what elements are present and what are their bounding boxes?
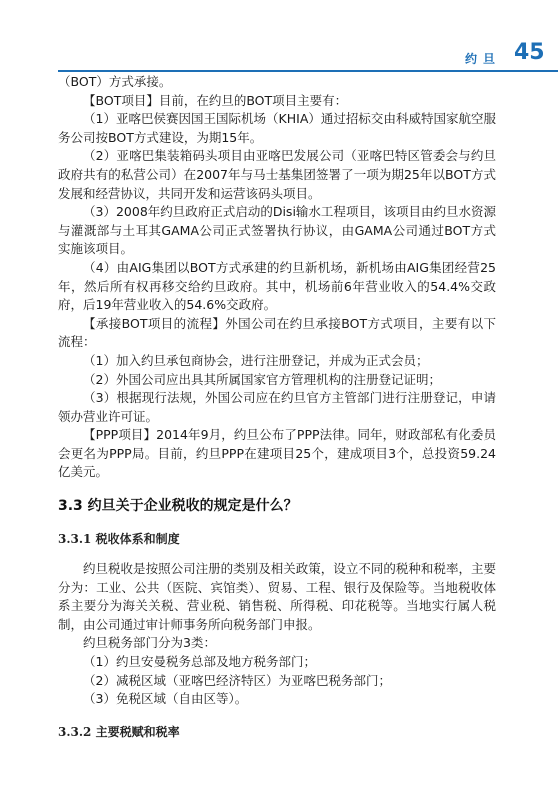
subsection-heading-3-3-2: 3.3.2 主要税赋和税率: [58, 724, 180, 739]
paragraph-bot-item-2: （2）亚喀巴集装箱码头项目由亚喀巴发展公司（亚喀巴特区管委会与约旦政府共有的私营公司）在2007年与马士基集团签署了一项为期25年以BOT方式发展和经营协议，共同开发和运营该码头项目。: [58, 148, 496, 201]
paragraph-tax-departments: 约旦税务部门分为3类：: [83, 635, 216, 651]
paragraph-process-step-2: （2）外国公司应出具其所属国家官方管理机构的注册登记证明；: [83, 371, 441, 387]
paragraph-process-step-3: （3）根据现行法规，外国公司应在约旦官方主管部门进行注册登记，申请领办营业许可证。: [58, 390, 496, 424]
header-rule: [58, 70, 558, 72]
paragraph-tax-dept-1: （1）约旦安曼税务总部及地方税务部门；: [83, 654, 316, 670]
paragraph-process-step-1: （1）加入约旦承包商协会，进行注册登记，并成为正式会员；: [83, 352, 429, 368]
paragraph-bot-projects: 【BOT项目】目前，在约旦的BOT项目主要有：: [83, 92, 348, 108]
page-body: [58, 73, 496, 753]
section-heading-3-3: 3.3 约旦关于企业税收的规定是什么？: [58, 498, 298, 515]
paragraph-tax-dept-2: （2）减税区域（亚喀巴经济特区）为亚喀巴税务部门；: [83, 672, 391, 688]
paragraph-ppp-projects: 【PPP项目】2014年9月，约旦公布了PPP法律。同年，财政部私有化委员会更名为PPP局。目前，约旦PPP在建项目25个，建成项目3个，总投资59.24亿美元。: [58, 427, 496, 480]
paragraph-tax-system: 约旦税收是按照公司注册的类别及相关政策，设立不同的税种和税率，主要分为：工业、公共（医院、宾馆类）、贸易、工程、银行及保险等。当地税收体系主要分为海关关税、营业税、销售税、所得税、印花税等。当地实行属人税制，由公司通过审计师事务所向税务部门申报。: [58, 561, 496, 632]
paragraph-tax-dept-3: （3）免税区域（自由区等）。: [83, 691, 248, 707]
page-number: 45: [514, 40, 545, 65]
running-header-chapter: 约旦: [465, 52, 502, 66]
paragraph-bot-continuation: （BOT）方式承接。: [58, 74, 172, 89]
paragraph-bot-process: 【承接BOT项目的流程】外国公司在约旦承接BOT方式项目，主要有以下流程：: [58, 315, 496, 350]
subsection-heading-3-3-1: 3.3.1 税收体系和制度: [58, 532, 180, 547]
paragraph-bot-item-1: （1）亚喀巴侯赛因国王国际机场（KHIA）通过招标交由科威特国家航空服务公司按BOT方式建设，为期15年。: [58, 111, 496, 145]
paragraph-bot-item-4: （4）由AIG集团以BOT方式承建的约旦新机场，新机场由AIG集团经营25年，然后所有权再移交给约旦政府。其中，机场前6年营业收入的54.4%交政府，后19年营业收入的54.6%交政府。: [58, 259, 496, 313]
paragraph-bot-item-3: （3）2008年约旦政府正式启动的Disi输水工程项目，该项目由约旦水资源与灌溉部与土耳其GAMA公司正式签署执行协议，由GAMA公司通过BOT方式实施该项目。: [58, 204, 496, 257]
